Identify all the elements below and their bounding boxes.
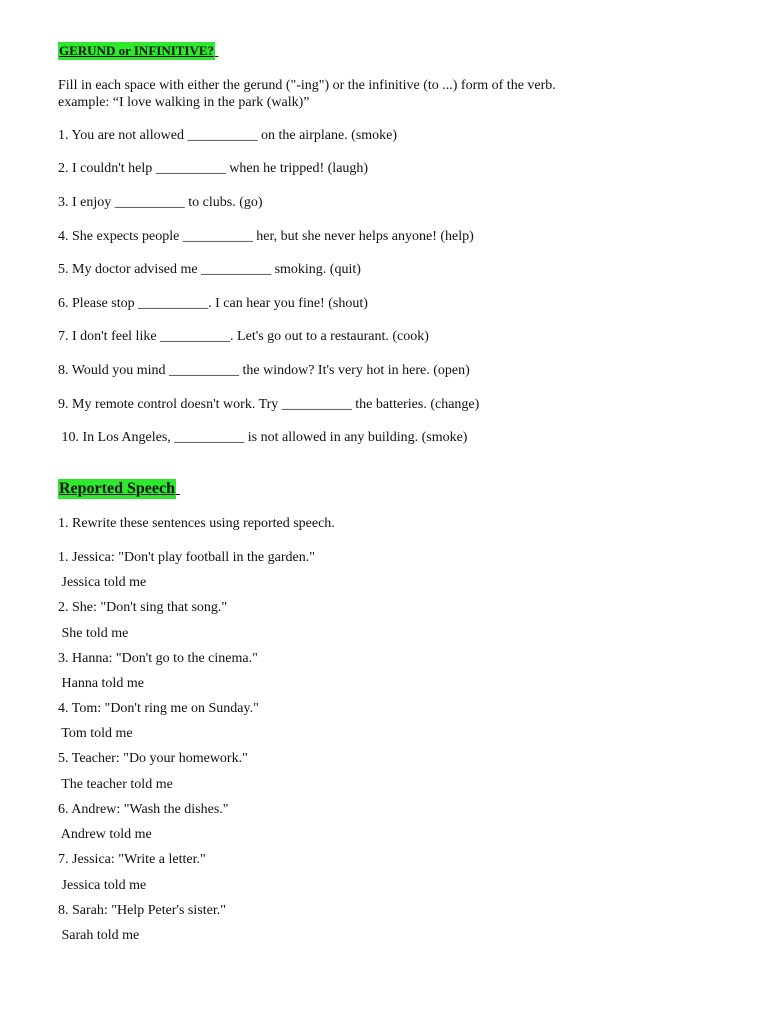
gerund-item: 6. Please stop __________. I can hear you fine! (shout) xyxy=(58,296,368,311)
gerund-item: 9. My remote control doesn't work. Try __________ the batteries. (change) xyxy=(58,397,480,412)
reported-instruction: 1. Rewrite these sentences using reported speech. xyxy=(58,516,335,531)
reported-answer: Hanna told me xyxy=(58,676,144,691)
reported-answer: Jessica told me xyxy=(58,878,147,893)
reported-answer: Tom told me xyxy=(58,726,133,741)
reported-quote: 7. Jessica: "Write a letter." xyxy=(58,852,206,867)
gerund-example: example: “I love walking in the park (walk)” xyxy=(58,95,310,110)
gerund-item: 7. I don't feel like __________. Let's go out to a restaurant. (cook) xyxy=(58,329,429,344)
gerund-item: 2. I couldn't help __________ when he tripped! (laugh) xyxy=(58,161,369,176)
gerund-section-heading: GERUND or INFINITIVE? xyxy=(59,43,215,58)
reported-quote: 8. Sarah: "Help Peter's sister." xyxy=(58,903,226,918)
reported-speech-heading: Reported Speech xyxy=(59,480,175,497)
reported-answer: Andrew told me xyxy=(58,827,152,842)
reported-quote: 5. Teacher: "Do your homework." xyxy=(58,751,248,766)
reported-quote: 4. Tom: "Don't ring me on Sunday." xyxy=(58,701,259,716)
reported-quote: 1. Jessica: "Don't play football in the garden." xyxy=(58,550,315,565)
reported-answer: She told me xyxy=(58,626,129,641)
reported-answer: The teacher told me xyxy=(58,777,173,792)
gerund-item: 1. You are not allowed __________ on the airplane. (smoke) xyxy=(58,128,398,143)
reported-quote: 6. Andrew: "Wash the dishes." xyxy=(58,802,229,817)
reported-quote: 3. Hanna: "Don't go to the cinema." xyxy=(58,651,258,666)
gerund-item: 8. Would you mind __________ the window? It's very hot in here. (open) xyxy=(58,363,470,378)
reported-quote: 2. She: "Don't sing that song." xyxy=(58,600,228,615)
reported-answer: Jessica told me xyxy=(58,575,147,590)
gerund-item: 10. In Los Angeles, __________ is not allowed in any building. (smoke) xyxy=(58,430,468,445)
reported-answer: Sarah told me xyxy=(58,928,140,943)
gerund-instruction: Fill in each space with either the gerund ("-ing") or the infinitive (to ...) form of the verb. xyxy=(58,78,556,93)
gerund-item: 3. I enjoy __________ to clubs. (go) xyxy=(58,195,263,210)
gerund-item: 5. My doctor advised me __________ smoking. (quit) xyxy=(58,262,361,277)
gerund-item: 4. She expects people __________ her, but she never helps anyone! (help) xyxy=(58,229,474,244)
